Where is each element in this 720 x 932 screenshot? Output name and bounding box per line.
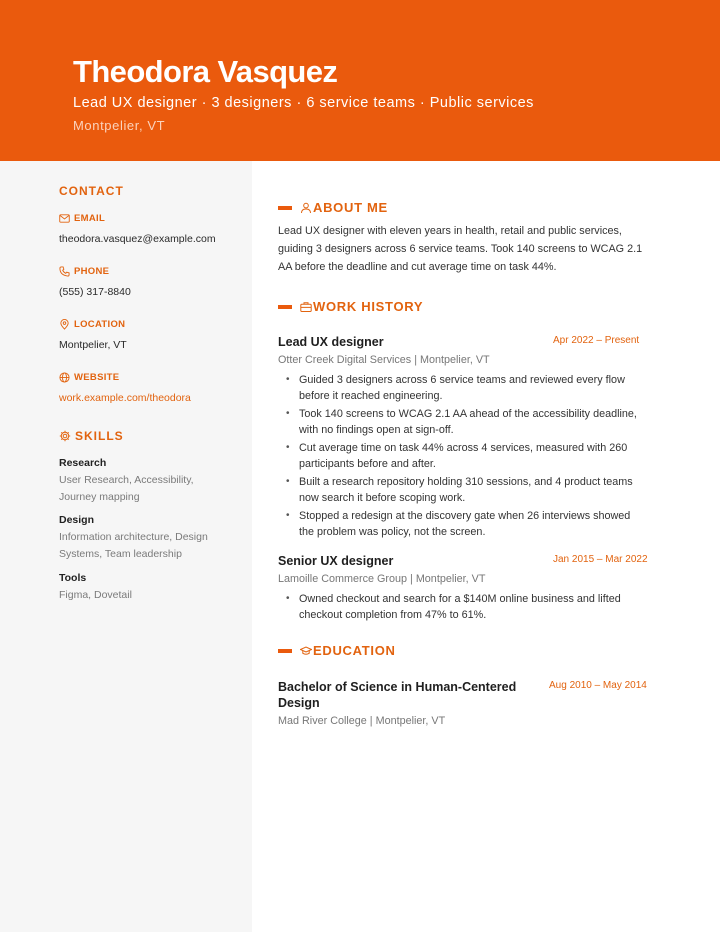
education-dates: Aug 2010 – May 2014 xyxy=(549,680,647,691)
skill-category: Tools xyxy=(59,572,87,584)
skill-items: User Research, Accessibility, Journey mapping xyxy=(59,474,194,503)
website-link[interactable]: work.example.com/theodora xyxy=(59,392,191,404)
briefcase-icon xyxy=(300,301,312,313)
phone-value[interactable]: (555) 317-8840 xyxy=(59,286,131,298)
header-location: Montpelier, VT xyxy=(73,118,166,133)
job-dates: Apr 2022 – Present xyxy=(553,335,640,346)
job-dates: Jan 2015 – Mar 2022 xyxy=(553,554,648,565)
person-icon xyxy=(300,202,312,214)
section-accent-bar xyxy=(278,649,292,653)
email-value[interactable]: theodora.vasquez@example.com xyxy=(59,233,216,245)
skill-items: Figma, Dovetail xyxy=(59,589,132,601)
phone-label xyxy=(59,266,109,277)
list-item: • Owned checkout and search for a $140M online business and lifted checkout completion from 47% to 61%. xyxy=(286,591,648,623)
about-heading xyxy=(278,200,388,215)
skill-items: Information architecture, Design Systems, Team leadership xyxy=(59,531,208,560)
contact-title: CONTACT xyxy=(59,184,124,198)
location-value: Montpelier, VT xyxy=(59,339,127,351)
location-label xyxy=(59,319,125,330)
list-item: • Built a research repository holding 310 sessions, and 4 product teams now search it before scoping work. xyxy=(286,474,648,506)
work-title: WORK HISTORY xyxy=(313,299,424,314)
gear-icon xyxy=(59,430,71,442)
job-bullets xyxy=(286,591,648,625)
job-title: Lead UX designer xyxy=(278,335,384,349)
email-label xyxy=(59,213,105,224)
job-organization: Lamoille Commerce Group | Montpelier, VT xyxy=(278,573,486,585)
skills-title xyxy=(59,429,124,443)
email-label-text: EMAIL xyxy=(74,213,106,224)
skills-title-text: SKILLS xyxy=(75,429,124,443)
job-organization: Otter Creek Digital Services | Montpelier, VT xyxy=(278,354,490,366)
candidate-name: Theodora Vasquez xyxy=(73,54,338,89)
skill-category: Research xyxy=(59,457,107,469)
list-item: • Guided 3 designers across 6 service teams and reviewed every flow before it reached engineering. xyxy=(286,372,648,404)
skill-category: Design xyxy=(59,514,95,526)
list-item: • Cut average time on task 44% across 4 services, measured with 260 participants before and after. xyxy=(286,440,648,472)
job-title: Senior UX designer xyxy=(278,554,394,568)
website-label-text: WEBSITE xyxy=(74,372,120,383)
list-item: • Took 140 screens to WCAG 2.1 AA ahead of the accessibility deadline, with no findings open at sign-off. xyxy=(286,406,648,438)
about-text: Lead UX designer with eleven years in health, retail and public services, guiding 3 designers across 6 service teams. Took 140 screens to WCAG 2.1 AA before the deadline and cut average time on task 44%. xyxy=(278,225,643,273)
education-heading xyxy=(278,643,396,658)
section-accent-bar xyxy=(278,206,292,210)
location-label-text: LOCATION xyxy=(74,319,126,330)
headline-tagline: Lead UX designer · 3 designers · 6 service teams · Public services xyxy=(73,95,534,111)
list-item: • Stopped a redesign at the discovery gate when 26 interviews showed the problem was policy, not the screen. xyxy=(286,508,648,540)
section-accent-bar xyxy=(278,305,292,309)
header-banner xyxy=(0,0,720,161)
map-pin-icon xyxy=(59,319,70,330)
education-title: EDUCATION xyxy=(313,643,396,658)
education-organization: Mad River College | Montpelier, VT xyxy=(278,715,446,727)
envelope-icon xyxy=(59,213,70,224)
phone-label-text: PHONE xyxy=(74,266,110,277)
graduation-cap-icon xyxy=(300,645,312,657)
degree-title: Bachelor of Science in Human-Centered Design xyxy=(278,680,517,710)
website-label xyxy=(59,372,119,383)
globe-icon xyxy=(59,372,70,383)
work-heading xyxy=(278,299,423,314)
job-bullets xyxy=(286,372,648,542)
phone-icon xyxy=(59,266,70,277)
about-title: ABOUT ME xyxy=(313,200,388,215)
